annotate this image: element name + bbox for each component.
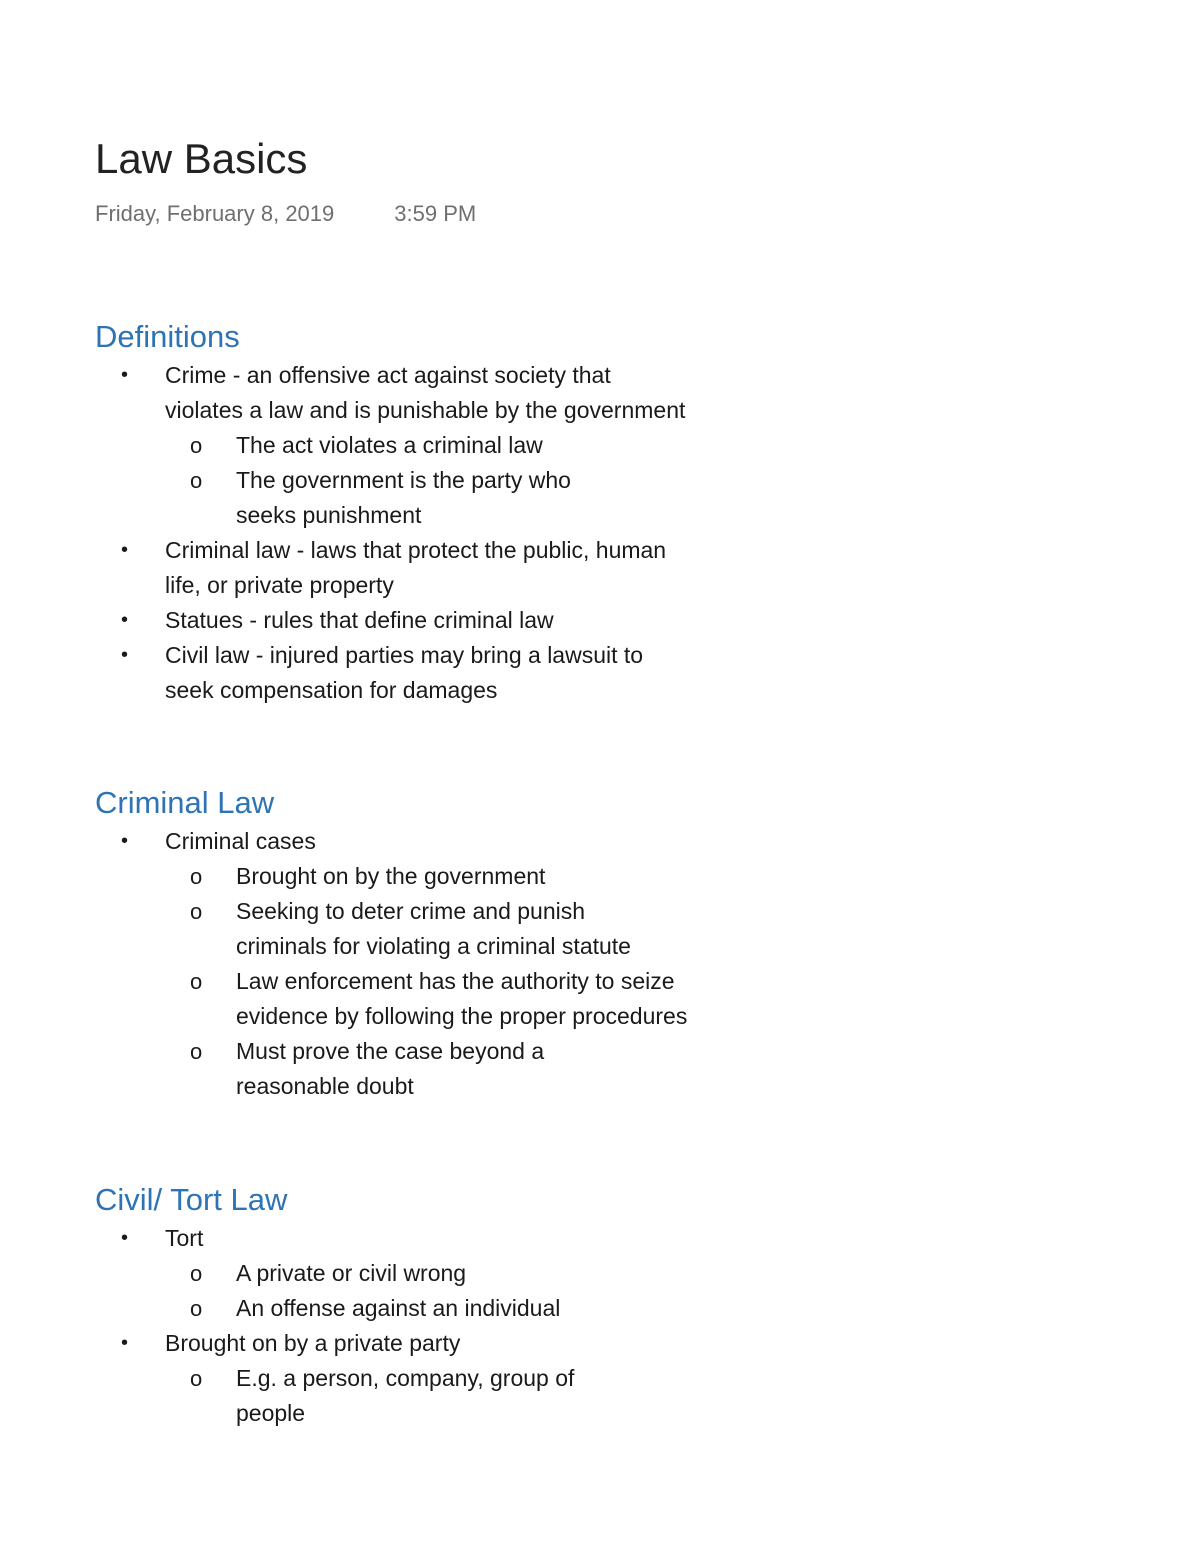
- bullet-icon: •: [121, 830, 129, 852]
- list-item: [95, 603, 715, 638]
- sub-list-item: [95, 894, 715, 964]
- bullet-icon: •: [121, 1227, 129, 1249]
- circle-bullet-icon: o: [190, 433, 203, 458]
- list-item: [95, 358, 715, 533]
- sub-list-item: [95, 964, 715, 1034]
- sub-list-item-text: Must prove the case beyond a reasonable doubt: [236, 1038, 545, 1099]
- sub-list-item: [95, 1034, 715, 1104]
- note-time: 3:59 PM: [394, 201, 477, 226]
- bullet-icon: •: [121, 1332, 129, 1354]
- sub-list-item-text: The act violates a criminal law: [236, 432, 543, 458]
- section-heading-criminal-law: Criminal Law: [95, 785, 275, 820]
- sub-list-item: [95, 463, 715, 533]
- bullet-icon: •: [121, 539, 129, 561]
- sub-list-item-text: Law enforcement has the authority to seize evidence by following the proper procedures: [236, 968, 688, 1029]
- list-item: [95, 824, 715, 1104]
- list-item-text: Brought on by a private party: [165, 1330, 461, 1356]
- sub-list-item-text: A private or civil wrong: [236, 1260, 467, 1286]
- bullet-icon: •: [121, 609, 129, 631]
- list-item-text: Criminal law - laws that protect the public, human life, or private property: [165, 537, 667, 598]
- section-civil-tort-law: [95, 1181, 715, 1431]
- sub-list-item: [95, 428, 715, 463]
- circle-bullet-icon: o: [190, 1261, 203, 1286]
- page-title: Law Basics: [95, 135, 308, 182]
- note-date: Friday, February 8, 2019: [95, 201, 335, 226]
- sub-list-item: [95, 1256, 715, 1291]
- sub-list-item-text: The government is the party who seeks punishment: [236, 467, 571, 528]
- sub-list-item: [95, 859, 715, 894]
- sub-list-item-text: Brought on by the government: [236, 863, 546, 889]
- circle-bullet-icon: o: [190, 1366, 203, 1391]
- circle-bullet-icon: o: [190, 899, 203, 924]
- circle-bullet-icon: o: [190, 969, 203, 994]
- list-item-text: Civil law - injured parties may bring a lawsuit to seek compensation for damages: [165, 642, 644, 703]
- list-item-text: Statues - rules that define criminal law: [165, 607, 554, 633]
- bullet-icon: •: [121, 644, 129, 666]
- list-item: [95, 638, 715, 708]
- list-item: [95, 533, 715, 603]
- list-item-text: Criminal cases: [165, 828, 316, 854]
- list-item: [95, 1326, 715, 1431]
- sub-list-item-text: E.g. a person, company, group of people: [236, 1365, 575, 1426]
- sub-list-item-text: Seeking to deter crime and punish criminals for violating a criminal statute: [236, 898, 631, 959]
- sub-list-item: [95, 1361, 715, 1431]
- list-item: [95, 1221, 715, 1326]
- sub-list-item-text: An offense against an individual: [236, 1295, 561, 1321]
- section-heading-civil-tort-law: Civil/ Tort Law: [95, 1182, 288, 1217]
- section-heading-definitions: Definitions: [95, 319, 240, 354]
- list-item-text: Crime - an offensive act against society that violates a law and is punishable by the government: [165, 362, 686, 423]
- section-definitions: [95, 318, 715, 708]
- circle-bullet-icon: o: [190, 468, 203, 493]
- section-criminal-law: [95, 784, 715, 1104]
- list-item-text: Tort: [165, 1225, 204, 1251]
- circle-bullet-icon: o: [190, 1039, 203, 1064]
- page-meta: [95, 200, 476, 228]
- bullet-icon: •: [121, 364, 129, 386]
- circle-bullet-icon: o: [190, 1296, 203, 1321]
- circle-bullet-icon: o: [190, 864, 203, 889]
- sub-list-item: [95, 1291, 715, 1326]
